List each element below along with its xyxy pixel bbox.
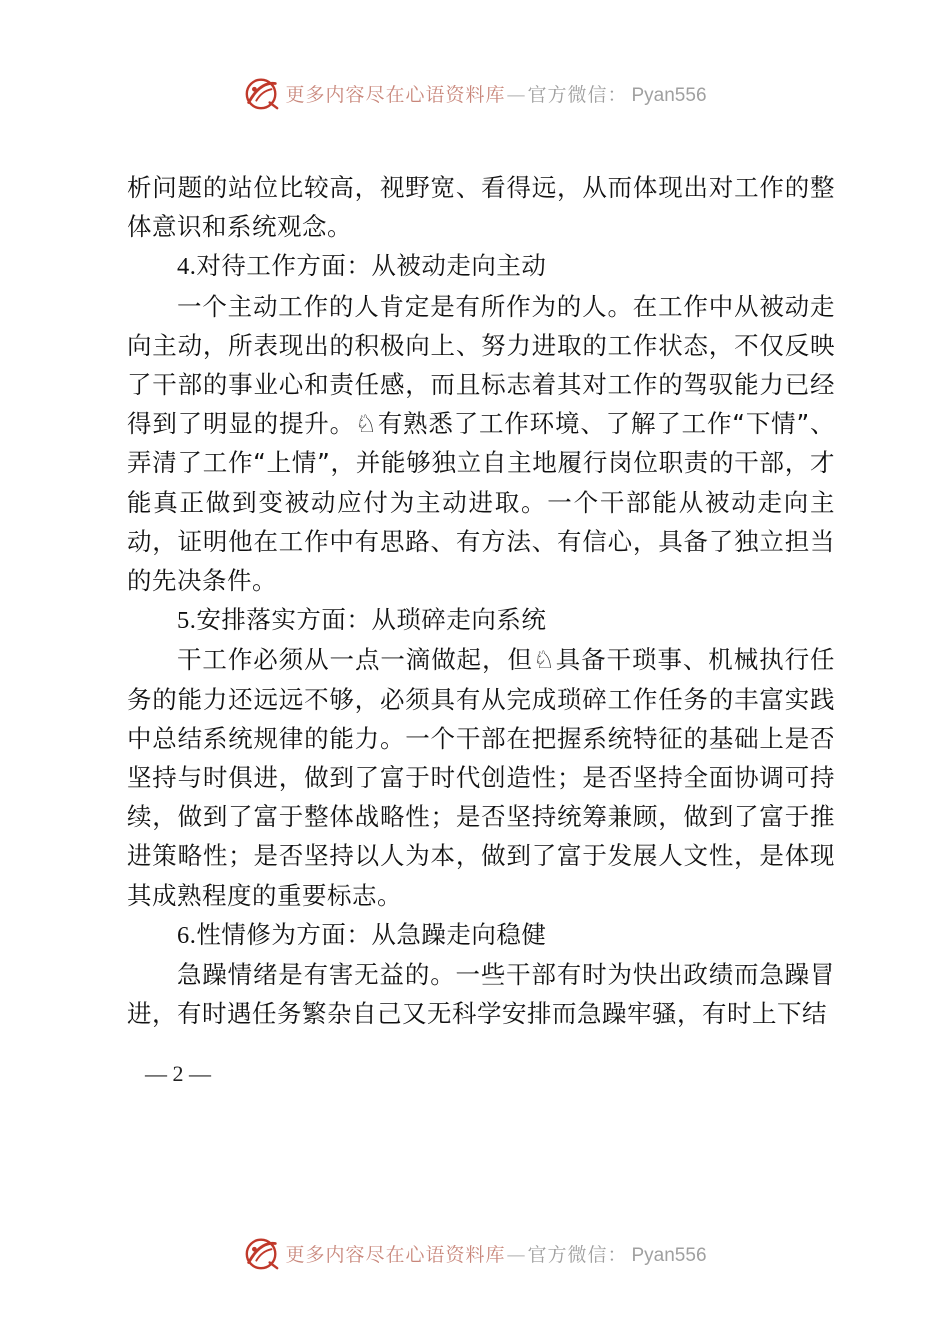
paragraph-5: 干工作必须从一点一滴做起，但♘具备干琐事、机械执行任务的能力还远远不够，必须具有从完成琐碎工作任务的丰富实践中总结系统规律的能力。一个干部在把握系统特征的基础上是否坚持与时俱进，做到了富于时代创造性；是否坚持全面协调可持续，做到了富于整体战略性；是否坚持统筹兼顾，做到了富于推进策略性；是否坚持以人为本，做到了富于发展人文性，是体现其成熟程度的重要标志。 [127, 645, 835, 910]
header-banner-title: 更多内容尽在心语资料库 [285, 83, 506, 106]
header-banner-separator: — [506, 83, 527, 106]
paragraph-continuation: 析问题的站位比较高，视野宽、看得远，从而体现出对工作的整体意识和系统观念。 [127, 173, 835, 242]
footer-wechat-id: Pyan556 [631, 1244, 707, 1266]
heading-4-number: 4. [177, 253, 197, 281]
header-wechat-label: 官方微信： [527, 83, 628, 106]
section-heading-6 [127, 915, 835, 955]
footer-watermark-banner [0, 1228, 950, 1278]
footer-banner-title: 更多内容尽在心语资料库 [285, 1243, 506, 1266]
brand-logo-icon [243, 1234, 281, 1272]
heading-5-text: 安排落实方面：从琐碎走向系统 [196, 605, 547, 635]
footer-wechat-label: 官方微信： [527, 1243, 628, 1266]
paragraph-4: 一个主动工作的人肯定是有所作为的人。在工作中从被动走向主动，所表现出的积极向上、努力进取的工作状态，不仅反映 了干部的事业心和责任感，而且标志着其对工作的驾驭能力已经得到了明显的提升。♘有熟悉了工作环境、了解了工作“下情”、弄清了工作“上情”，并能够独立自主地履行岗位职责的干部，才能真正做到变被动应付为主动进取。一个干部能从被动走向主动，证明他在工作中有思路、有方法、有信心，具备了独立担当的先决条件。 [127, 291, 835, 596]
heading-6-number: 6. [177, 921, 197, 949]
document-body [127, 168, 835, 1033]
section-heading-4 [127, 246, 835, 286]
header-watermark-banner [0, 68, 950, 118]
page-number: — 2 — [145, 1061, 211, 1086]
header-wechat-id: Pyan556 [631, 84, 707, 106]
heading-4-text: 对待工作方面：从被动走向主动 [196, 251, 547, 281]
paragraph-6: 急躁情绪是有害无益的。一些干部有时为快出政绩而急躁冒进，有时遇任务繁杂自己又无科学安排而急躁牢骚，有时上下结 [127, 960, 835, 1029]
heading-5-number: 5. [177, 607, 197, 635]
section-heading-5 [127, 600, 835, 640]
heading-6-text: 性情修为方面：从急躁走向稳健 [196, 919, 547, 949]
footer-banner-separator: — [506, 1243, 527, 1266]
brand-logo-icon [243, 74, 281, 112]
